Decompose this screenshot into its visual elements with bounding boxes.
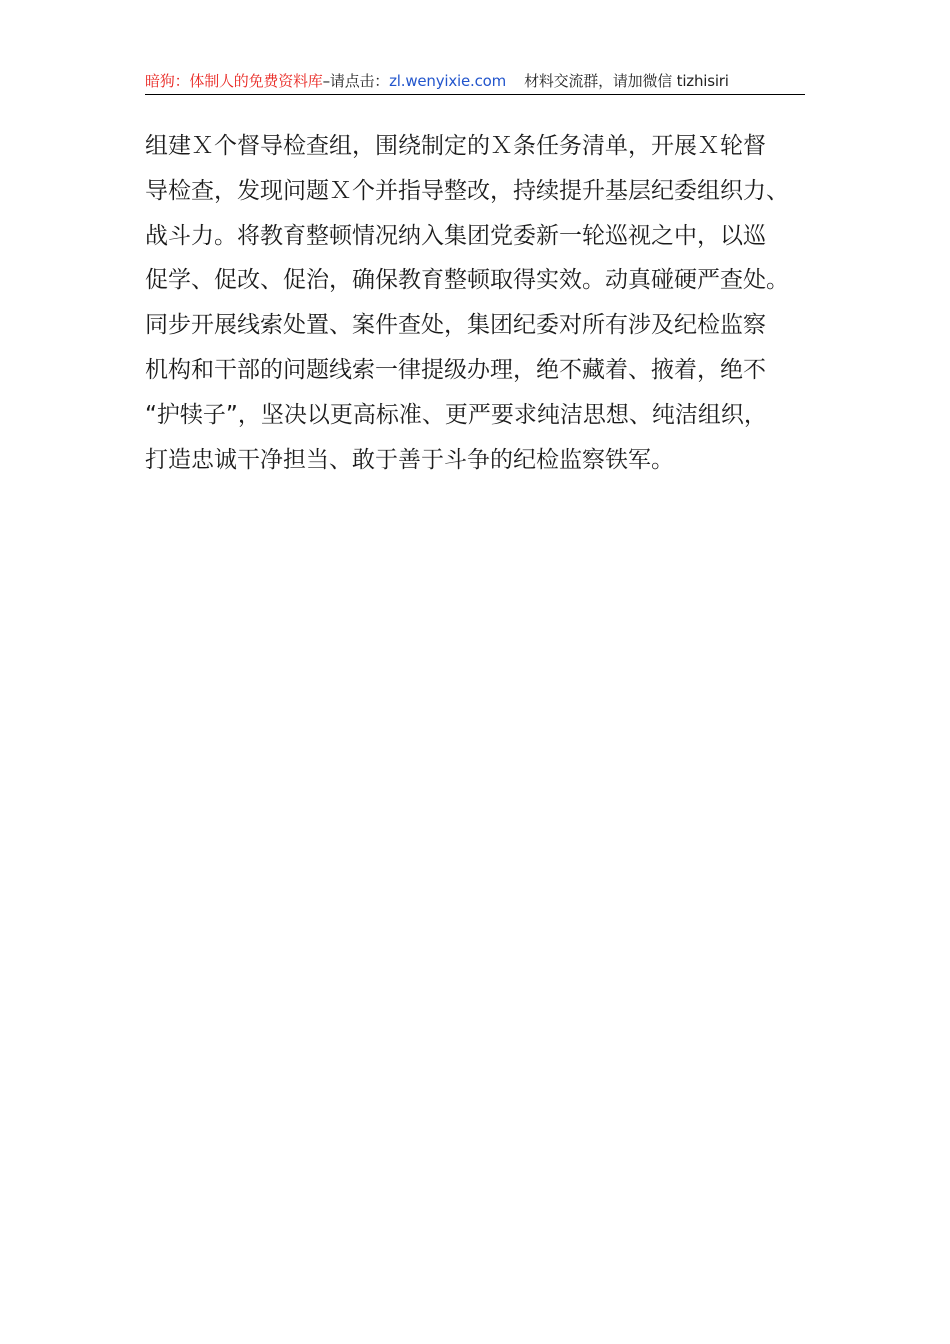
paragraph-line: 机构和干部的问题线索一律提级办理，绝不藏着、掖着，绝不 [145, 356, 766, 383]
paragraph-line: 同步开展线索处置、案件查处，集团纪委对所有涉及纪检监察 [145, 312, 766, 339]
header-prompt-text: –请点击： [322, 72, 390, 90]
paragraph-line: 组建Ｘ个督导检查组，围绕制定的Ｘ条任务清单，开展Ｘ轮督 [145, 133, 766, 159]
header-wechat-note: 材料交流群，请加微信 tizhisiri [524, 72, 729, 90]
header-site-link[interactable]: zl.wenyixie.com [389, 72, 507, 90]
page-header [145, 68, 805, 95]
document-body [145, 124, 809, 482]
paragraph-line: “护犊子”，坚决以更高标准、更严要求纯洁思想、纯洁组织， [145, 401, 767, 428]
paragraph-line: 导检查，发现问题Ｘ个并指导整改，持续提升基层纪委组织力、 [145, 177, 789, 204]
paragraph-line: 打造忠诚干净担当、敢于善于斗争的纪检监察铁军。 [145, 446, 674, 473]
paragraph-line: 战斗力。将教育整顿情况纳入集团党委新一轮巡视之中，以巡 [145, 222, 766, 249]
header-brand-text: 暗狗：体制人的免费资料库 [145, 72, 323, 90]
paragraph-line: 促学、促改、促治，确保教育整顿取得实效。动真碰硬严查处。 [145, 267, 789, 294]
